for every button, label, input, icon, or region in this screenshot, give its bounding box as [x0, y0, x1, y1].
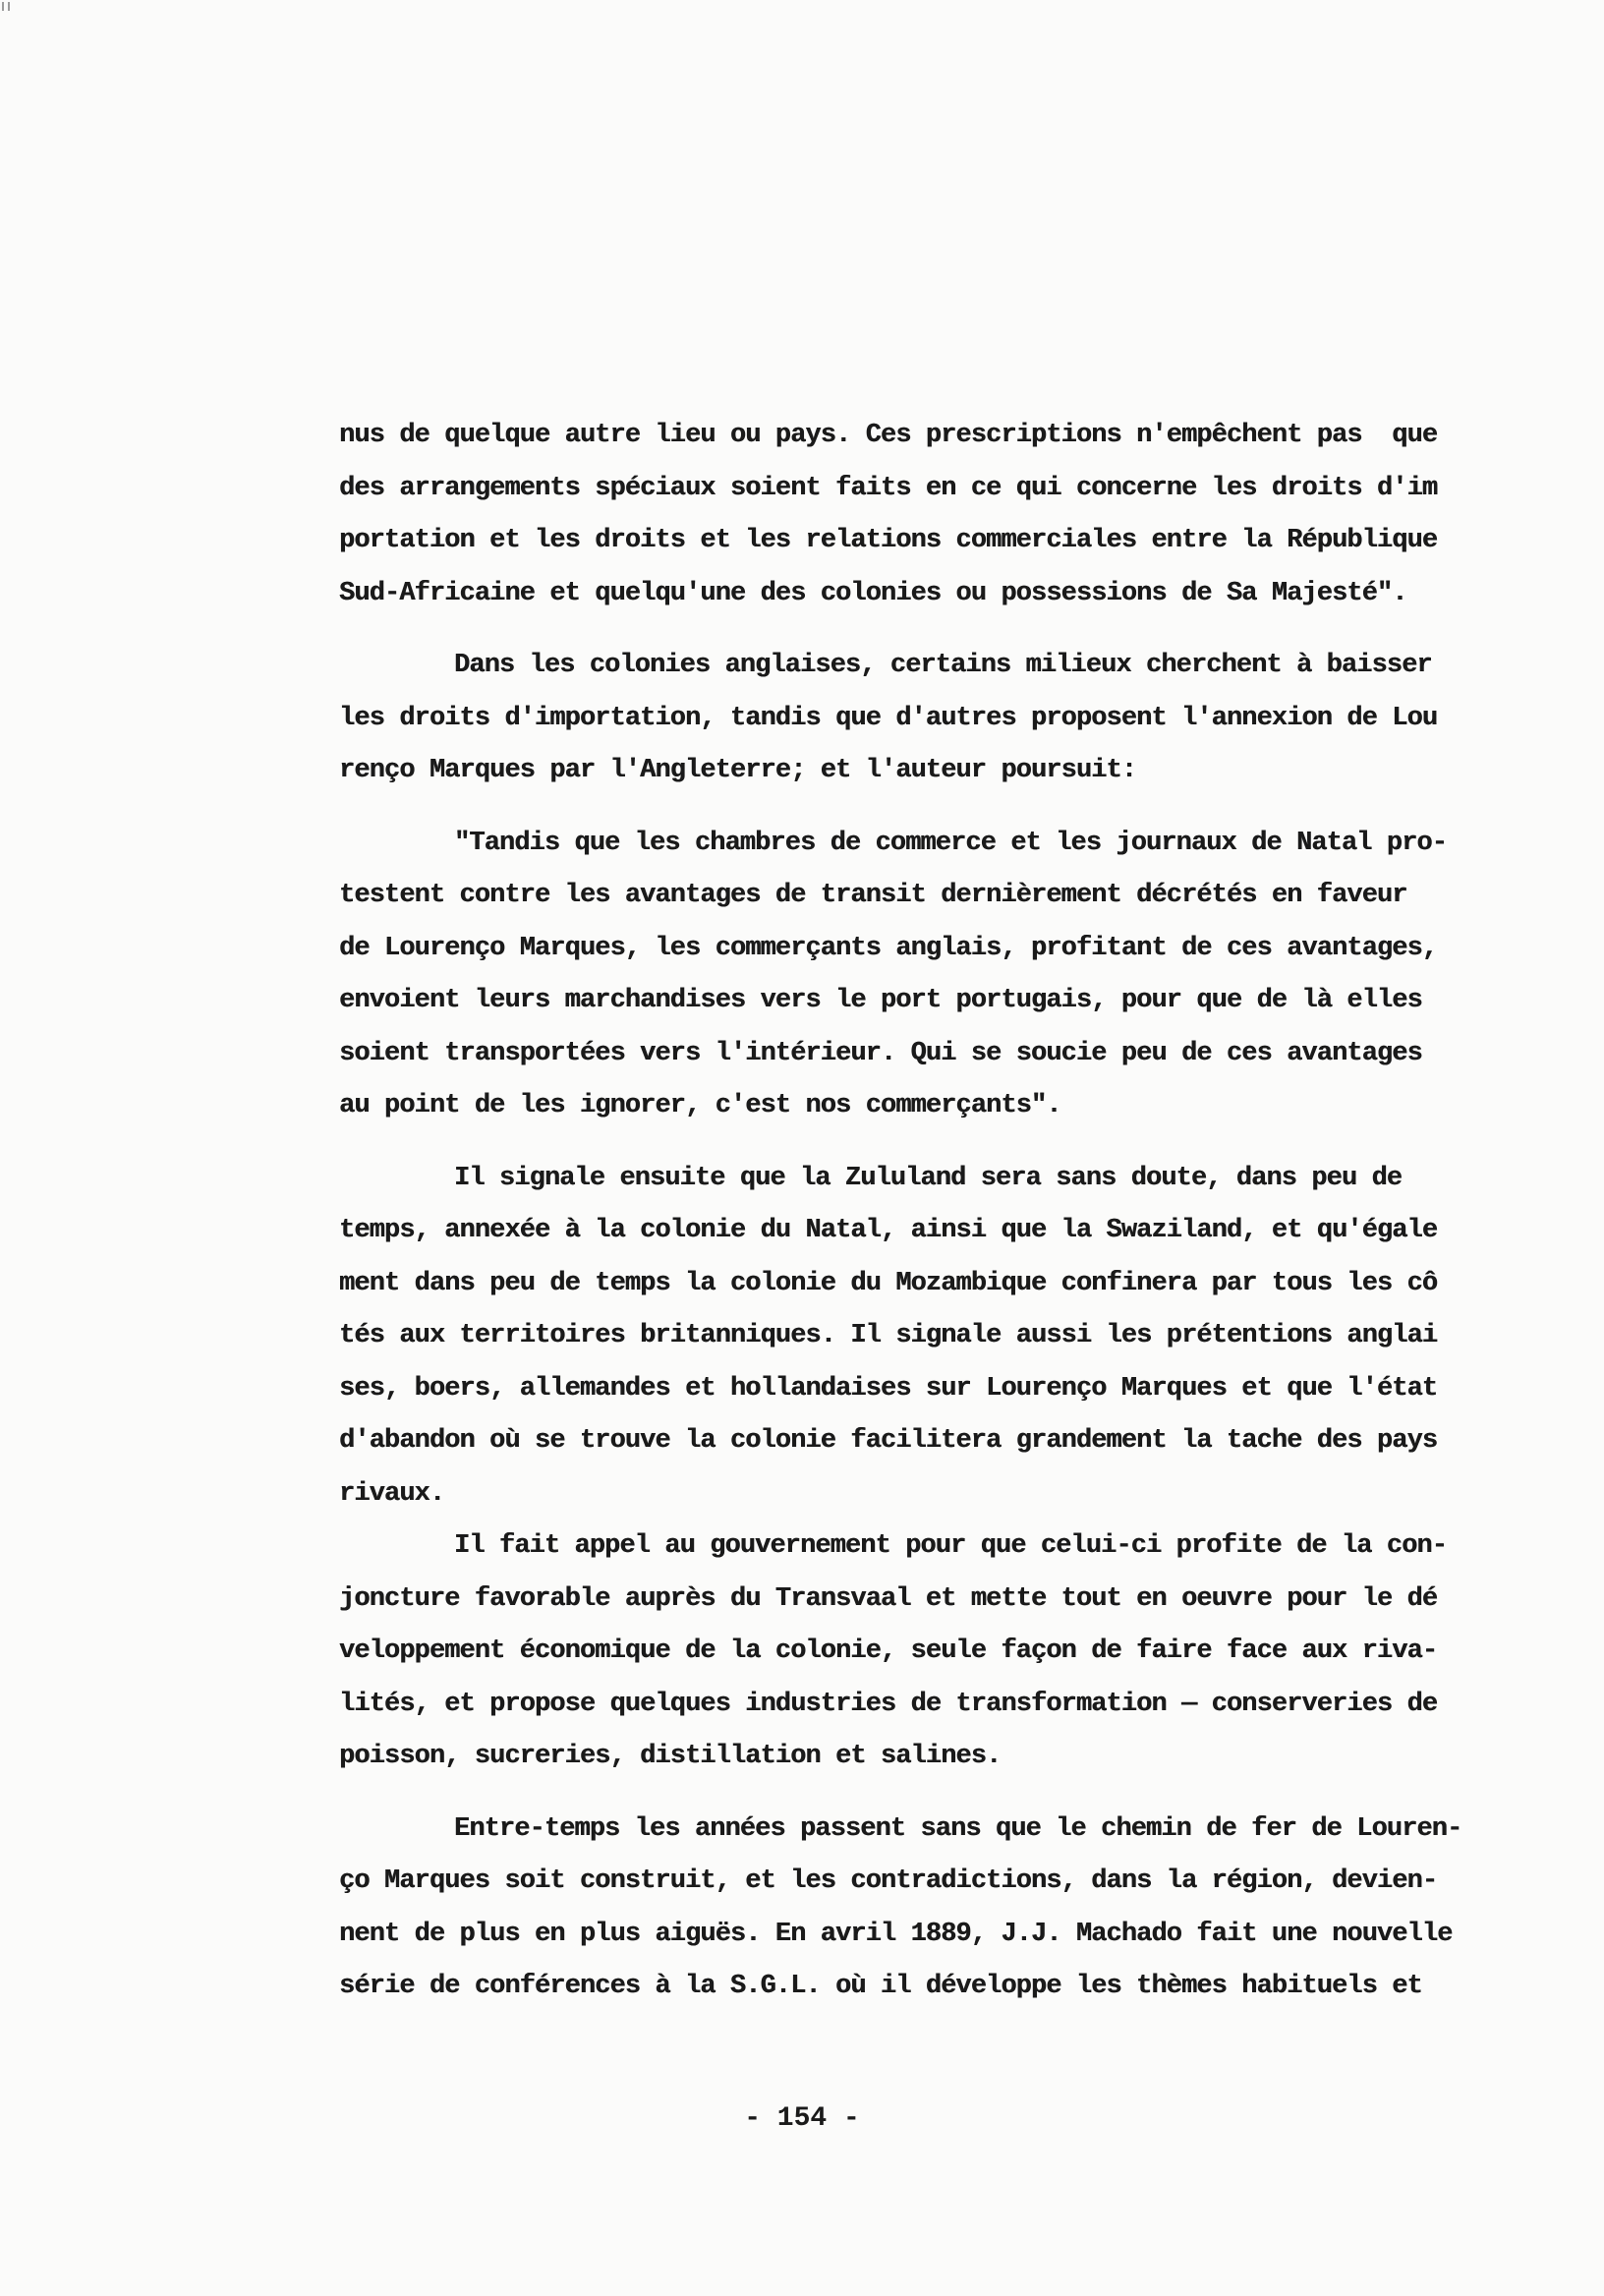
text-line: soient transportées vers l'intérieur. Qui se soucie peu de ces avantages [339, 1038, 1422, 1068]
text-line: veloppement économique de la colonie, seule façon de faire face aux riva- [339, 1636, 1438, 1666]
text-line: les droits d'importation, tandis que d'autres proposent l'annexion de Lou [339, 703, 1438, 733]
text-line: ço Marques soit construit, et les contradictions, dans la région, devien- [339, 1866, 1438, 1896]
text-line: renço Marques par l'Angleterre; et l'auteur poursuit: [339, 756, 1137, 785]
text-line: série de conférences à la S.G.L. où il développe les thèmes habituels et [339, 1972, 1422, 2001]
page-number: - 154 - [744, 2103, 860, 2134]
text-line: d'abandon où se trouve la colonie facilitera grandement la tache des pays [339, 1426, 1438, 1456]
text-line: Dans les colonies anglaises, certains milieux cherchent à baisser [454, 651, 1432, 680]
text-line: Sud-Africaine et quelqu'une des colonies ou possessions de Sa Majesté". [339, 578, 1407, 608]
scan-edge-mark [8, 2, 10, 11]
text-line: au point de les ignorer, c'est nos commerçants". [339, 1091, 1061, 1120]
text-line: lités, et propose quelques industries de transformation — conserveries de [339, 1689, 1438, 1719]
paragraph-zululand [339, 1153, 1501, 1521]
text-line: ses, boers, allemandes et hollandaises sur Lourenço Marques et que l'état [339, 1373, 1438, 1404]
text-line: ment dans peu de temps la colonie du Mozambique confinera par tous les cô [339, 1268, 1438, 1298]
paragraph-continuation [339, 410, 1501, 620]
text-line: Il fait appel au gouvernement pour que celui-ci profite de la con- [454, 1531, 1447, 1561]
text-line: temps, annexée à la colonie du Natal, ainsi que la Swaziland, et qu'égale [339, 1216, 1438, 1245]
text-line: portation et les droits et les relations commerciales entre la République [339, 526, 1438, 555]
text-line: nus de quelque autre lieu ou pays. Ces prescriptions n'empêchent pas que [339, 421, 1438, 450]
text-line: "Tandis que les chambres de commerce et les journaux de Natal pro- [454, 828, 1447, 858]
text-line: des arrangements spéciaux soient faits en ce qui concerne les droits d'im [339, 473, 1438, 503]
text-line: rivaux. [339, 1478, 445, 1509]
text-line: tés aux territoires britanniques. Il signale aussi les prétentions anglai [339, 1321, 1438, 1350]
text-line: joncture favorable auprès du Transvaal et mette tout en oeuvre pour le dé [339, 1583, 1438, 1614]
text-line: testent contre les avantages de transit dernièrement décrétés en faveur [339, 881, 1407, 910]
paragraph-entre-temps [339, 1804, 1501, 2014]
text-line: de Lourenço Marques, les commerçants anglais, profitant de ces avantages, [339, 933, 1438, 963]
scan-edge-mark [2, 2, 4, 11]
paragraph-colonies-anglaises [339, 640, 1501, 798]
paragraph-quote-natal [339, 818, 1501, 1133]
text-line: Il signale ensuite que la Zululand sera sans doute, dans peu de [454, 1163, 1403, 1193]
paragraph-appel-gouvernement [339, 1521, 1501, 1784]
text-line: poisson, sucreries, distillation et salines. [339, 1742, 1002, 1771]
body-text [339, 410, 1501, 2014]
text-line: envoient leurs marchandises vers le port portugais, pour que de là elles [339, 986, 1422, 1015]
text-line: Entre-temps les années passent sans que le chemin de fer de Louren- [454, 1813, 1462, 1844]
text-line: nent de plus en plus aiguës. En avril 1889, J.J. Machado fait une nouvelle [339, 1919, 1453, 1949]
